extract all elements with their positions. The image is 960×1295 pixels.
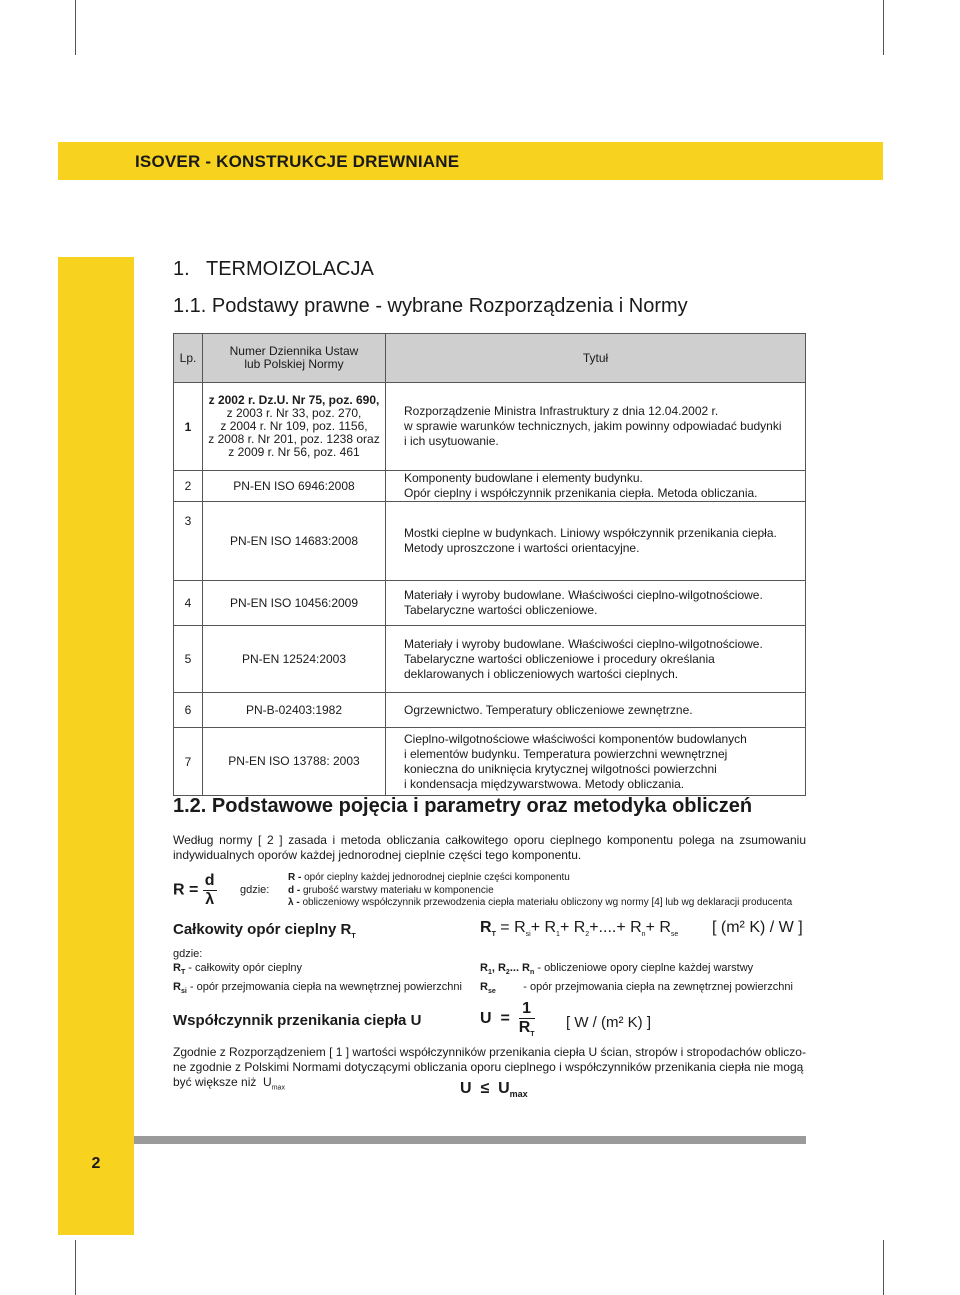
row-number: PN-B-02403:1982 [203,693,386,728]
formula-r-denominator: λ [205,891,215,908]
row-title-line: w sprawie warunków technicznych, jakim powinny odpowiadać budynki [404,419,782,433]
row-lp: 2 [174,471,203,502]
definition-line [288,872,792,885]
crop-mark [75,0,76,55]
row-number: PN-EN ISO 10456:2009 [203,581,386,626]
col-number-line: Numer Dziennika Ustaw [229,344,359,358]
formula-r-numerator: d [204,872,215,889]
row-number-line: z 2004 r. Nr 109, poz. 1156, [220,419,368,433]
definition-symbol: d - [288,884,301,896]
table-row [174,581,806,626]
row-title-line: Mostki cieplne w budynkach. Liniowy współczynnik przenikania ciepła. [404,526,777,540]
table-row [174,471,806,502]
u-condition: $U \le U_{max}$ [460,1080,528,1100]
row-title-line: i kondensacja międzywarstwowa. Metody obliczania. [404,776,685,791]
row-title [386,502,806,581]
row-number-line: z 2002 r. Dz.U. Nr 75, poz. 690, [208,393,380,407]
row-title [386,383,806,471]
row-title-line: Komponenty budowlane i elementy budynku. [404,471,643,485]
definition-text: - opór przejmowania ciepła na zewnętrznej powierzchni [523,981,793,994]
definition-text: - opór przejmowania ciepła na wewnętrznej powierzchni [189,981,462,994]
definition-line: $R_1$, $R_2$... $R_n$ - obliczeniowe opory cieplne każdej warstwy [480,962,754,977]
table-row [174,728,806,796]
crop-mark [75,1240,76,1295]
total-resistance-unit: [ (m² K) / W ] [712,919,803,936]
row-title-line: Tabelaryczne wartości obliczeniowe i procedury określania [404,651,715,666]
row-title-line: i elementów budynku. Temperatura powierzchni wewnętrznej [404,746,728,761]
norms-table [173,333,806,796]
section-heading: 1. TERMOIZOLACJA [173,258,374,280]
row-title: Ogrzewnictwo. Temperatury obliczeniowe zewnętrzne. [386,693,806,728]
row-number: PN-EN ISO 14683:2008 [203,502,386,581]
definition-line: $R_T$ - całkowity opór cieplny [173,962,303,977]
formula-r-lhs: R = [173,881,199,899]
row-number [203,383,386,471]
row-number: PN-EN ISO 13788: 2003 [203,728,386,796]
section-heading-methods: 1.2. Podstawowe pojęcia i parametry oraz metodyka obliczeń [173,795,753,817]
formula-r-definitions [288,872,792,910]
row-number: PN-EN ISO 6946:2008 [203,471,386,502]
col-number [203,334,386,383]
row-title-line: konieczna do uniknięcia krytycznej wilgotności powierzchni [404,761,717,776]
table-row [174,693,806,728]
definition-text: opór cieplny każdej jednorodnej cieplnie części komponentu [304,872,570,883]
u-unit: [ W / (m² K) ] [566,1014,651,1031]
row-lp: 3 [174,502,203,581]
total-definitions-left [173,961,462,999]
definition-symbol: R - [288,872,302,883]
closing-line: być większe niż $U_{max}$ [173,1075,285,1092]
row-number-line: z 2009 r. Nr 56, poz. 461 [228,445,360,459]
col-lp: Lp. [174,334,203,383]
formula-r-gdzie: gdzie: [240,884,270,896]
table-row [174,626,806,693]
row-title-line: Tabelaryczne wartości obliczeniowe. [404,603,598,617]
header-title: ISOVER - KONSTRUKCJE DREWNIANE [135,152,460,171]
total-resistance-text: Całkowity opór cieplny [173,921,337,938]
definition-text: grubość warstwy materiału w komponencie [303,884,494,896]
definition-line [288,885,792,898]
crop-mark [883,1240,884,1295]
total-resistance-label: Całkowity opór cieplny $R_T$ [173,921,356,940]
row-title-line: deklarowanych i obliczeniowych wartości cieplnych. [404,666,679,681]
row-lp: 7 [174,728,203,796]
row-title [386,626,806,693]
row-title [386,728,806,796]
crop-mark [883,0,884,55]
row-lp: 6 [174,693,203,728]
row-lp: 1 [174,383,203,471]
footer-bar [134,1136,806,1144]
table-row [174,502,806,581]
u-label-text: Współczynnik przenikania ciepła [173,1012,407,1029]
subsection-heading: 1.1. Podstawy prawne - wybrane Rozporządzenia i Normy [173,295,688,317]
row-title-line: Opór cieplny i współczynnik przenikania ciepła. Metoda obliczania. [404,486,758,500]
table-header [174,334,806,383]
closing-text: być większe niż [173,1075,257,1089]
closing-line: ne zgodnie z Polskimi Normami dotyczącymi obliczania oporu cieplnego i współczynników przenikania ciepła nie mogą [173,1060,804,1074]
definition-text: obliczeniowy współczynnik przewodzenia ciepła materiału obliczony wg normy [4] lub wg deklaracji producenta [302,897,793,908]
formula-r [173,872,217,909]
u-label: Współczynnik przenikania ciepła U [173,1012,422,1029]
definition-text: - obliczeniowe opory cieplne każdej warstwy [537,962,754,974]
table-row [174,383,806,471]
definition-line [288,897,792,910]
row-title-line: Cieplno-wilgotnościowe właściwości komponentów budowlanych [404,731,747,746]
row-title-line: Materiały i wyroby budowlane. Właściwości cieplno-wilgotnościowe. [404,636,763,651]
intro-paragraph: Według normy [ 2 ] zasada i metoda obliczania całkowitego oporu cieplnego komponentu polega na zsumowaniu indywidualnych oporów każdej jednorodnej cieplnie części tego komponentu. [173,833,806,862]
formula-r-fraction [203,872,217,909]
definition-line: $R_{si}$ - opór przejmowania ciepła na wewnętrznej powierzchni [173,981,462,996]
u-formula: U = $\frac{1}{R_T}$ [480,1000,535,1039]
row-title-line: Materiały i wyroby budowlane. Właściwości cieplno-wilgotnościowe. [404,588,763,602]
row-title [386,581,806,626]
page-number: 2 [91,1155,101,1172]
u-numerator: 1 [519,1000,535,1019]
col-number-line: lub Polskiej Normy [244,357,344,371]
definition-symbol: λ - [288,897,300,908]
definition-text: - całkowity opór cieplny [188,962,303,974]
total-gdzie: gdzie: [173,948,203,960]
u-fraction [519,1000,535,1038]
row-number-line: z 2008 r. Nr 201, poz. 1238 oraz [208,432,380,446]
sidebar-strip [58,257,134,1235]
row-number-line: z 2003 r. Nr 33, poz. 270, [226,406,362,420]
row-title [386,471,806,502]
row-title-line: Rozporządzenie Ministra Infrastruktury z dnia 12.04.2002 r. [404,404,719,418]
col-title: Tytuł [386,334,806,383]
total-resistance-formula: $R_T = R_{si}+ R_1+ R_2+....+ R_n+ R_{se}$ [480,919,679,939]
row-number: PN-EN 12524:2003 [203,626,386,693]
row-title-line: Metody uproszczone i wartości orientacyjne. [404,541,640,555]
row-title-line: i ich usytuowanie. [404,434,499,448]
u-denominator: $R_T$ [518,1019,535,1039]
definition-line: $R_{se}$ - opór przejmowania ciepła na zewnętrznej powierzchni [480,981,793,996]
row-lp: 4 [174,581,203,626]
closing-line: Zgodnie z Rozporządzeniem [ 1 ] wartości współczynników przenikania ciepła U ścian, stropów i stropodachów obliczo- [173,1045,806,1059]
row-lp: 5 [174,626,203,693]
total-definitions-right [480,961,793,999]
